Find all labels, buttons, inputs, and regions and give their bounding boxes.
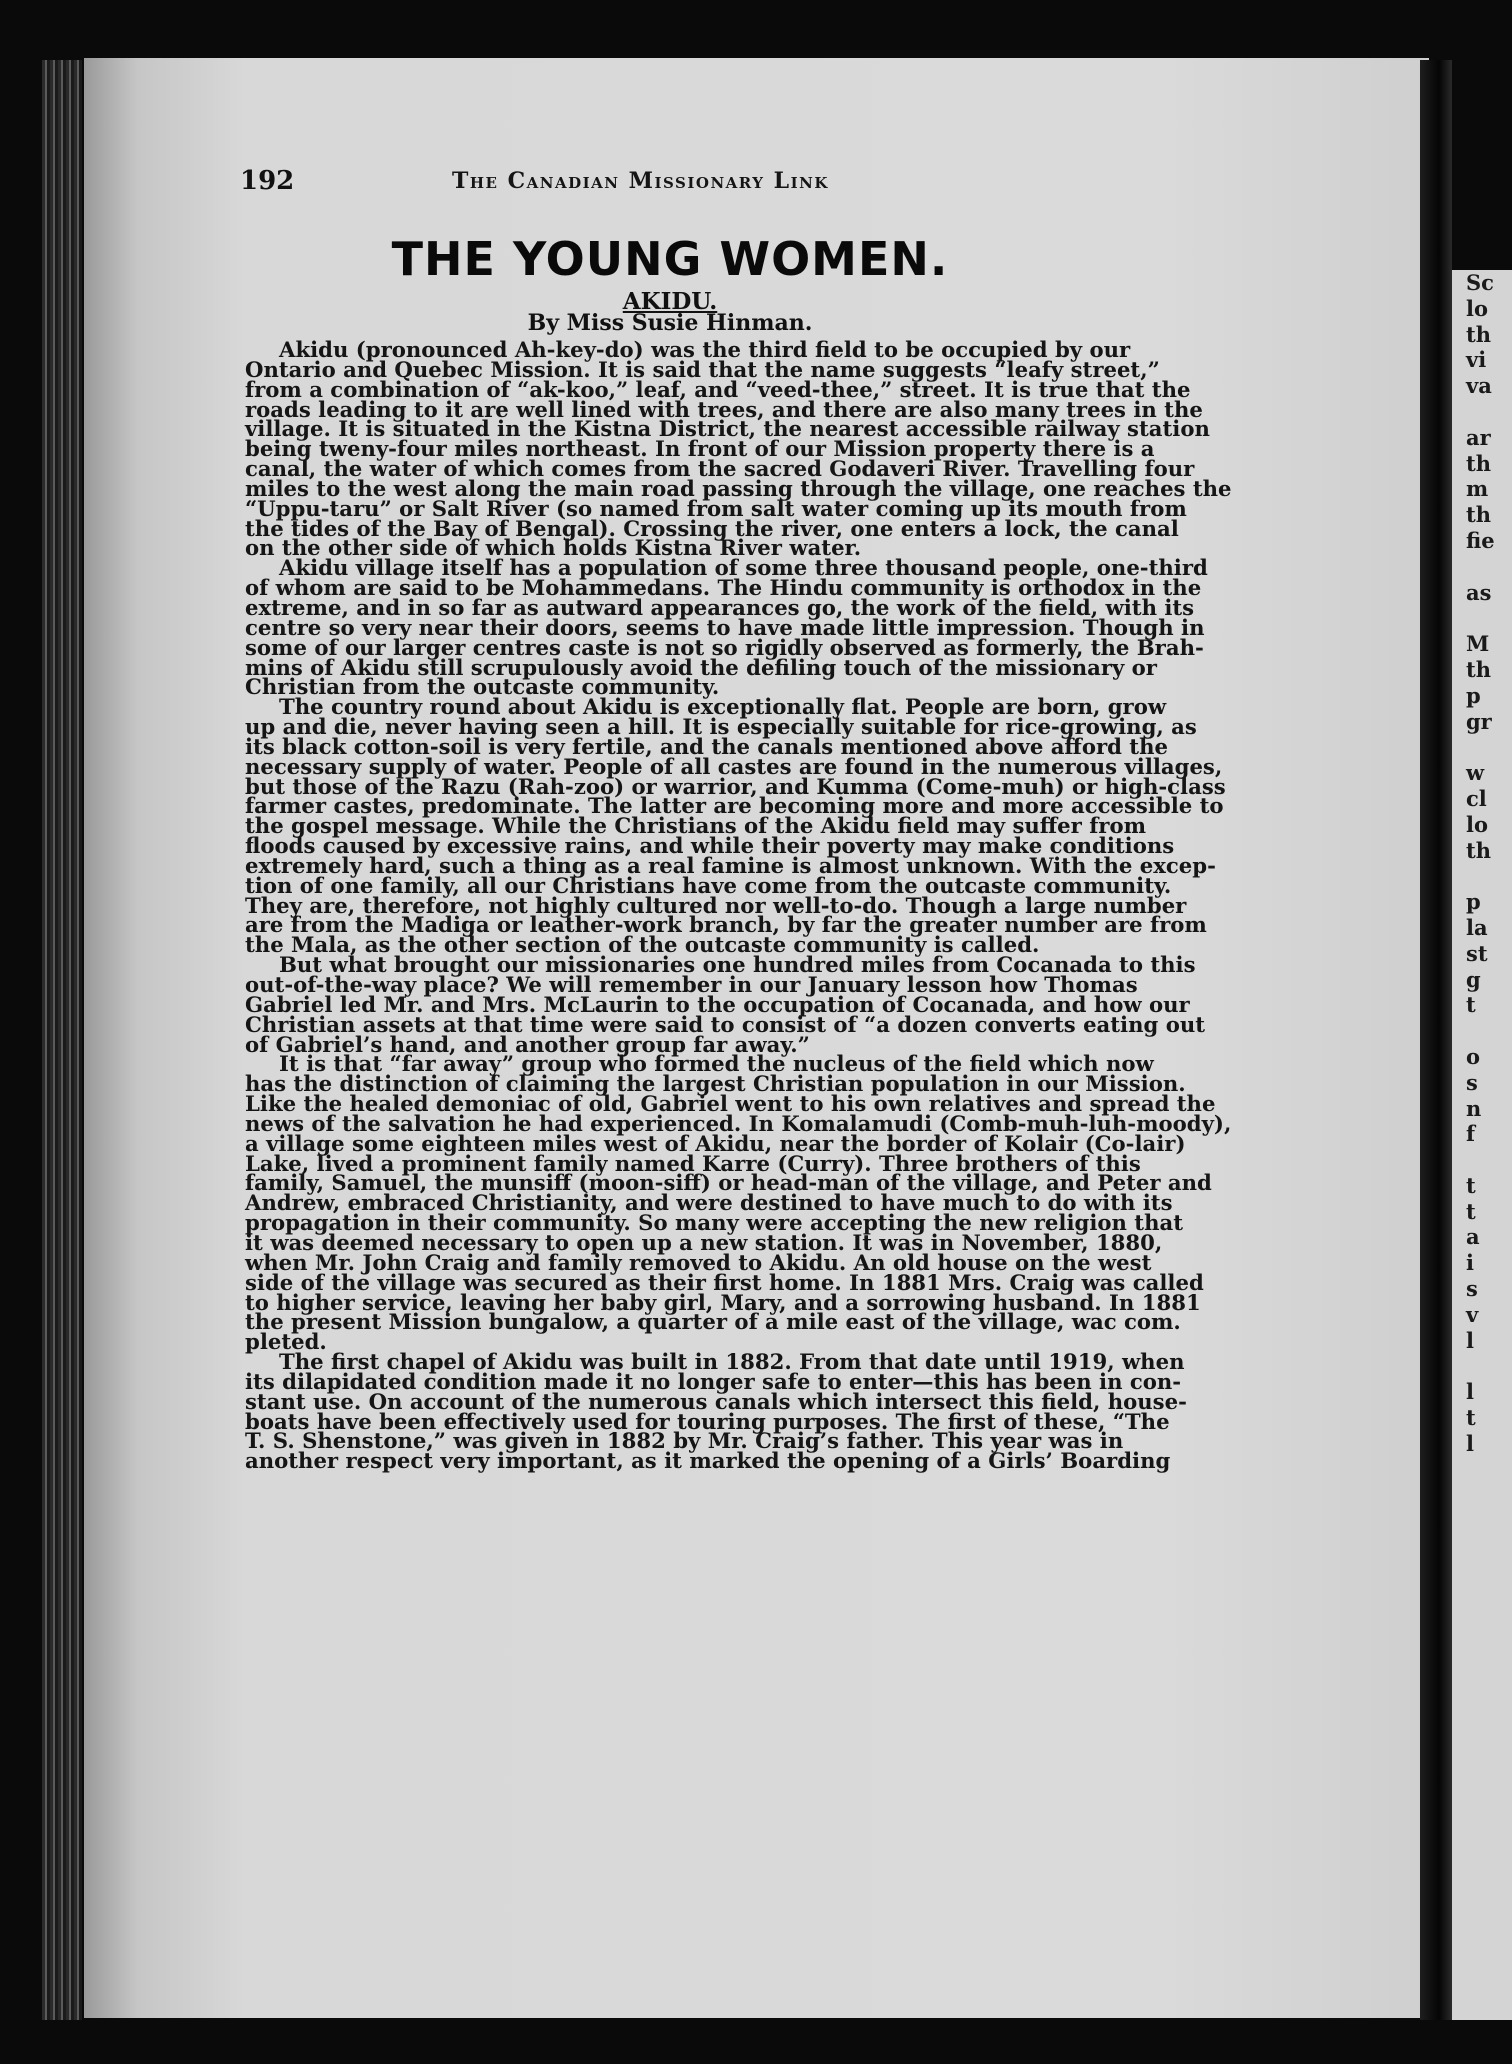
adjacent-page-fragment: m (1466, 476, 1489, 502)
text-line: They are, therefore, not highly cultured nor well-to-do. Though a large number (245, 892, 1187, 918)
text-line: Akidu village itself has a population of some three thousand people, one-third (279, 555, 1208, 581)
adjacent-page-fragment: st (1466, 940, 1488, 966)
adjacent-page-fragment: M (1466, 631, 1490, 657)
adjacent-page-fragment: i (1466, 1250, 1474, 1276)
adjacent-page-fragment: th (1466, 656, 1491, 682)
adjacent-page-fragment: ar (1466, 424, 1491, 450)
adjacent-page-fragment: t (1466, 992, 1476, 1018)
byline: By Miss Susie Hinman. (527, 310, 813, 336)
adjacent-page-fragment: la (1466, 914, 1488, 940)
adjacent-page-fragment: t (1466, 1198, 1476, 1224)
adjacent-page-fragment: th (1466, 837, 1491, 863)
adjacent-page-fragment: lo (1466, 811, 1488, 837)
text-line: Andrew, embraced Christianity, and were destined to have much to do with its (245, 1190, 1173, 1216)
adjacent-page-fragment: n (1466, 1095, 1482, 1121)
adjacent-page-fragment: s (1466, 1069, 1478, 1095)
text-line: pleted. (245, 1329, 327, 1355)
adjacent-page-fragment: th (1466, 502, 1491, 528)
text-line: Christian assets at that time were said to consist of “a dozen converts eating out (245, 1011, 1206, 1037)
text-line: being tweny-four miles northeast. In front of our Mission property there is a (245, 436, 1155, 462)
text-line: from a combination of “ak-koo,” leaf, and “veed-thee,” street. It is true that the (245, 376, 1191, 402)
adjacent-page-fragment (1452, 1353, 1512, 1379)
text-line: has the distinction of claiming the largest Christian population in our Mission. (245, 1071, 1186, 1097)
text-line: Lake, lived a prominent family named Karre (Curry). Three brothers of this (245, 1150, 1141, 1176)
adjacent-page-fragment: p (1466, 889, 1481, 915)
page-number: 192 (240, 166, 295, 196)
article-title: AKIDU. (622, 288, 718, 315)
adjacent-page-fragment: fie (1466, 527, 1495, 553)
running-title: The Canadian Missionary Link (452, 168, 829, 194)
adjacent-page-fragment: s (1466, 1276, 1478, 1302)
text-line: when Mr. John Craig and family removed to Akidu. An old house on the west (245, 1249, 1152, 1275)
text-line: Ontario and Quebec Mission. It is said that the name suggests “leafy street,” (245, 356, 1160, 382)
text-line: mins of Akidu still scrupulously avoid the defiling touch of the missionary or (245, 654, 1157, 680)
adjacent-page-fragment: t (1466, 1172, 1476, 1198)
adjacent-page-fragment (1452, 1147, 1512, 1173)
adjacent-page-fragment (1452, 734, 1512, 760)
text-line: village. It is situated in the Kistna District, the nearest accessible railway station (245, 416, 1210, 442)
adjacent-page-strip (1452, 270, 1512, 2020)
adjacent-page-fragment: v (1466, 1301, 1479, 1327)
adjacent-page-fragment: vi (1466, 347, 1487, 373)
text-line: news of the salvation he had experienced. In Komalamudi (Comb-muh-luh-moody), (245, 1110, 1232, 1136)
adjacent-page-fragment: l (1466, 1379, 1474, 1405)
text-line: a village some eighteen miles west of Akidu, near the border of Kolair (Co-lair) (245, 1130, 1186, 1156)
adjacent-page-fragment: a (1466, 1224, 1480, 1250)
text-line: T. S. Shenstone,” was given in 1882 by Mr. Craig’s father. This year was in (245, 1428, 1124, 1454)
adjacent-page-fragment: l (1466, 1430, 1474, 1456)
text-line: farmer castes, predominate. The latter are becoming more and more accessible to (245, 793, 1224, 819)
text-line: canal, the water of which comes from the sacred Godaveri River. Travelling four (245, 456, 1195, 482)
text-line: roads leading to it are well lined with trees, and there are also many trees in the (245, 396, 1203, 422)
text-line: of Gabriel’s hand, and another group far away.” (245, 1031, 810, 1057)
text-line: side of the village was secured as their first home. In 1881 Mrs. Craig was called (245, 1269, 1204, 1295)
text-line: the tides of the Bay of Bengal). Crossing the river, one enters a lock, the canal (245, 515, 1179, 541)
text-line: stant use. On account of the numerous canals which intersect this field, house- (245, 1388, 1187, 1414)
adjacent-page-fragment (1452, 399, 1512, 425)
text-line: the present Mission bungalow, a quarter of a mile east of the village, wac com. (245, 1309, 1181, 1335)
adjacent-page-fragment: g (1466, 966, 1481, 992)
adjacent-page-fragment: o (1466, 1043, 1481, 1069)
adjacent-page-fragment: Sc (1466, 270, 1494, 295)
adjacent-page-fragment: th (1466, 321, 1491, 347)
adjacent-page-fragment: lo (1466, 295, 1488, 321)
text-line: boats have been effectively used for touring purposes. The first of these, “The (245, 1408, 1170, 1434)
text-line: but those of the Razu (Rah-zoo) or warrior, and Kumma (Come-muh) or high-class (245, 773, 1226, 799)
text-line: necessary supply of water. People of all castes are found in the numerous villages, (245, 753, 1223, 779)
text-line: another respect very important, as it marked the opening of a Girls’ Boarding (245, 1448, 1171, 1474)
text-line: extreme, and in so far as autward appearances go, the work of the field, with its (245, 594, 1195, 620)
adjacent-page-fragment: cl (1466, 785, 1487, 811)
text-line: its black cotton-soil is very fertile, and the canals mentioned above afford the (245, 733, 1168, 759)
section-heading: THE YOUNG WOMEN. (391, 232, 949, 286)
book-gutter (1420, 60, 1452, 2020)
text-line: some of our larger centres caste is not so rigidly observed as formerly, the Brah- (245, 634, 1204, 660)
adjacent-page-fragment: th (1466, 450, 1491, 476)
adjacent-page-fragment: as (1466, 579, 1492, 605)
article-body (245, 337, 1232, 1474)
adjacent-page-fragment: w (1466, 760, 1485, 786)
text-line: Akidu (pronounced Ah-key-do) was the third field to be occupied by our (279, 337, 1131, 362)
text-line: its dilapidated condition made it no longer safe to enter—this has been in con- (245, 1368, 1182, 1394)
text-line: extremely hard, such a thing as a real famine is almost unknown. With the excep- (245, 852, 1216, 878)
adjacent-page-fragment (1452, 605, 1512, 631)
text-line: The first chapel of Akidu was built in 1882. From that date until 1919, when (279, 1349, 1185, 1375)
text-line: Gabriel led Mr. and Mrs. McLaurin to the occupation of Cocanada, and how our (245, 991, 1190, 1017)
text-line: on the other side of which holds Kistna River water. (245, 535, 862, 561)
adjacent-page-fragment (1452, 863, 1512, 889)
text-line: tion of one family, all our Christians have come from the outcaste community. (245, 872, 1172, 898)
text-line: family, Samuel, the munsiff (moon-siff) or head-man of the village, and Peter and (245, 1170, 1212, 1196)
text-line: Christian from the outcaste community. (245, 674, 720, 700)
book-page-edges (42, 60, 82, 2020)
text-line: centre so very near their doors, seems to have made little impression. Though in (245, 614, 1205, 640)
text-line: floods caused by excessive rains, and while their poverty may make conditions (245, 833, 1175, 859)
text-line: of whom are said to be Mohammedans. The Hindu community is orthodox in the (245, 575, 1202, 601)
adjacent-page-fragment: va (1466, 373, 1492, 399)
running-head (240, 166, 1060, 206)
text-line: the gospel message. While the Christians of the Akidu field may suffer from (245, 813, 1147, 839)
adjacent-page-fragment: p (1466, 682, 1481, 708)
text-line: But what brought our missionaries one hundred miles from Cocanada to this (279, 952, 1196, 978)
adjacent-page-fragment: f (1466, 1121, 1476, 1147)
adjacent-page-fragment: l (1466, 1327, 1474, 1353)
adjacent-page-fragment: gr (1466, 708, 1492, 734)
text-line: miles to the west along the main road passing through the village, one reaches the (245, 475, 1232, 501)
text-line: out-of-the-way place? We will remember in our January lesson how Thomas (245, 972, 1138, 997)
text-line: it was deemed necessary to open up a new station. It was in November, 1880, (245, 1229, 1163, 1255)
text-line: the Mala, as the other section of the outcaste community is called. (245, 932, 1040, 958)
text-line: The country round about Akidu is exceptionally flat. People are born, grow (279, 694, 1167, 720)
text-line: are from the Madiga or leather-work branch, by far the greater number are from (245, 912, 1207, 938)
text-line: “Uppu-taru” or Salt River (so named from salt water coming up its mouth from (245, 495, 1187, 521)
text-line: Like the healed demoniac of old, Gabriel went to his own relatives and spread the (245, 1091, 1216, 1117)
text-line: propagation in their community. So many were accepting the new religion that (245, 1210, 1183, 1236)
text-line: up and die, never having seen a hill. It is especially suitable for rice-growing, as (245, 714, 1197, 740)
adjacent-page-fragment (1452, 554, 1512, 580)
text-line: It is that “far away” group who formed the nucleus of the field which now (279, 1051, 1154, 1077)
adjacent-page-fragment: t (1466, 1405, 1476, 1431)
text-line: to higher service, leaving her baby girl, Mary, and a sorrowing husband. In 1881 (245, 1289, 1201, 1315)
adjacent-page-fragment (1452, 1018, 1512, 1044)
